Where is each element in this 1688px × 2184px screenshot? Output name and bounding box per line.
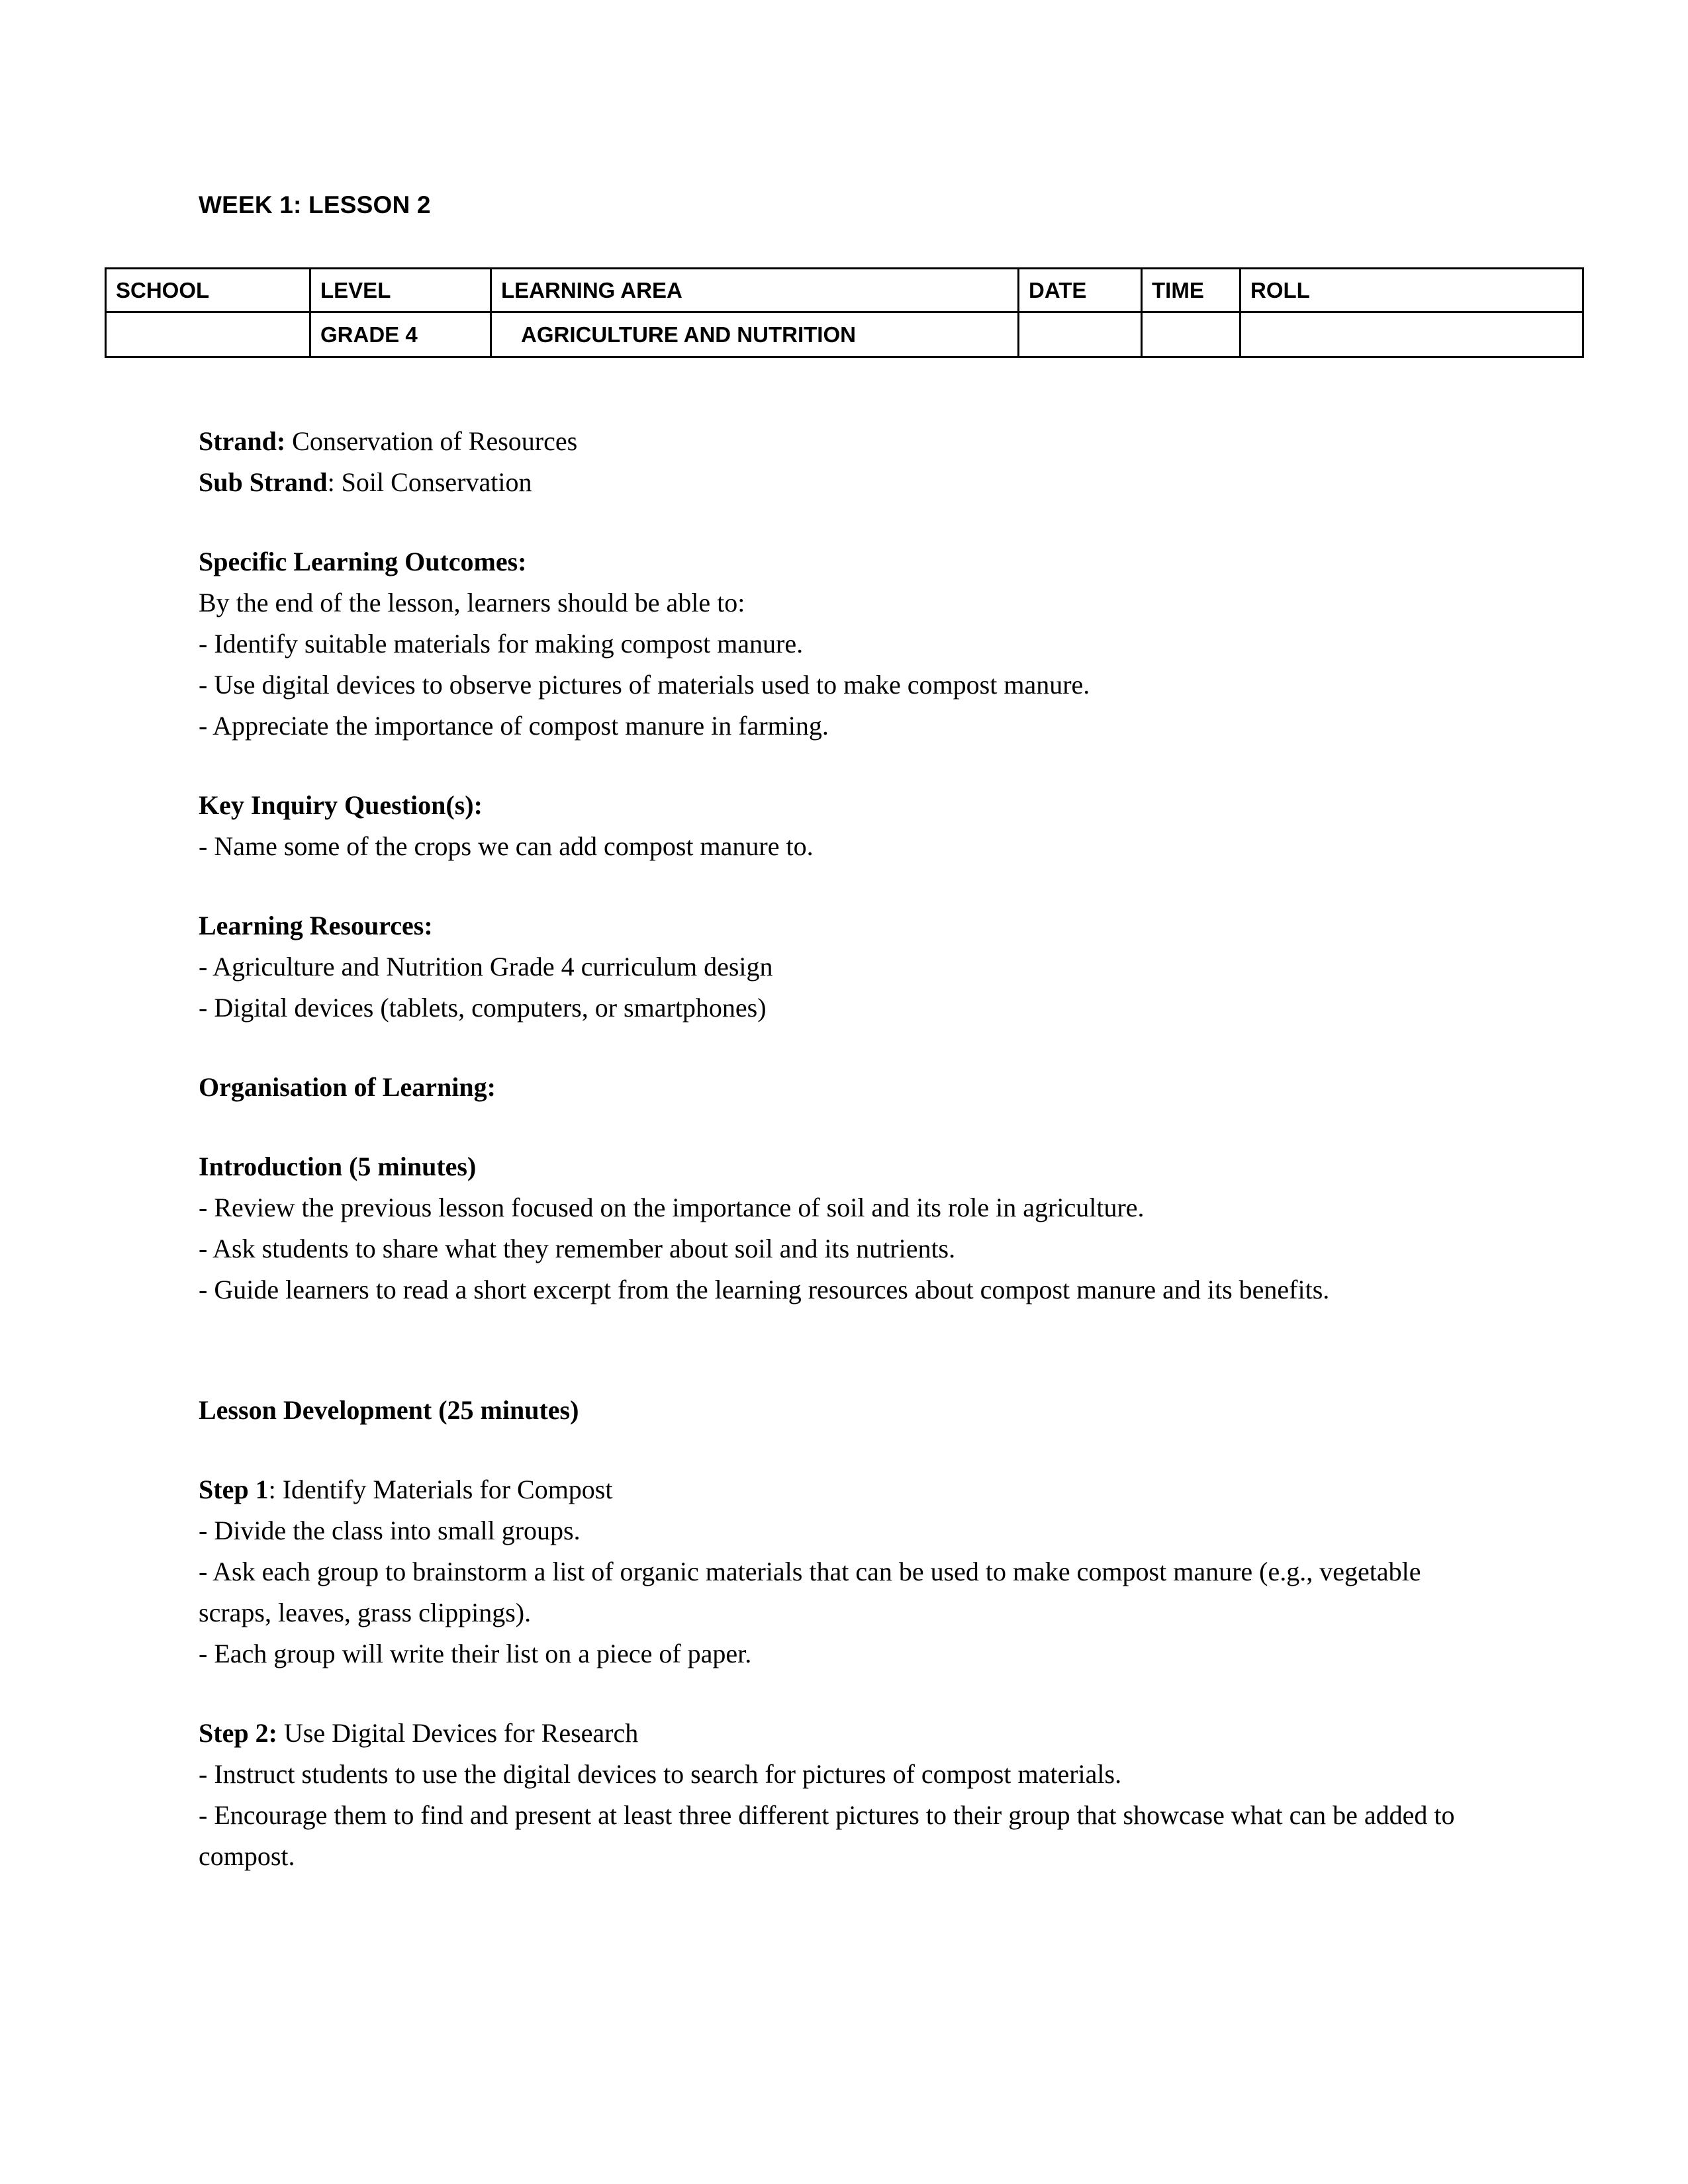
spacer: [199, 503, 1476, 541]
column-header-learning-area: LEARNING AREA: [491, 269, 1019, 312]
list-item: - Review the previous lesson focused on the importance of soil and its role in agriculture.: [199, 1193, 1145, 1222]
specific-learning-outcomes-intro: By the end of the lesson, learners should be able to:: [199, 588, 745, 617]
list-item: - Instruct students to use the digital devices to search for pictures of compost materials.: [199, 1759, 1122, 1789]
step-title: Use Digital Devices for Research: [277, 1718, 639, 1748]
introduction-heading: [199, 1146, 1476, 1187]
cell-learning-area[interactable]: AGRICULTURE AND NUTRITION: [491, 312, 1019, 357]
sub-strand-value: : Soil Conservation: [327, 467, 532, 497]
list-item: - Agriculture and Nutrition Grade 4 curriculum design: [199, 952, 773, 981]
heading-text: Lesson Development (25 minutes): [199, 1395, 579, 1425]
list-item: - Each group will write their list on a piece of paper.: [199, 1639, 752, 1668]
spacer: [199, 1674, 1476, 1713]
column-header-date: DATE: [1019, 269, 1142, 312]
lesson-development-heading: [199, 1390, 1476, 1431]
step-2-heading: [199, 1713, 1476, 1754]
key-inquiry-questions-heading: [199, 785, 1476, 826]
step-1-heading: [199, 1469, 1476, 1510]
strand-value: Conservation of Resources: [285, 426, 578, 456]
heading-text: Key Inquiry Question(s):: [199, 790, 483, 820]
organisation-of-learning-heading: [199, 1067, 1476, 1108]
spacer: [199, 867, 1476, 905]
lesson-header-table: [105, 267, 1584, 358]
column-header-level: LEVEL: [310, 269, 491, 312]
cell-level[interactable]: GRADE 4: [310, 312, 491, 357]
list-item: - Guide learners to read a short excerpt from the learning resources about compost manure and its benefits.: [199, 1275, 1330, 1304]
page-title: WEEK 1: LESSON 2: [199, 191, 431, 218]
heading-text: Learning Resources:: [199, 911, 433, 940]
strand-label: Strand:: [199, 426, 286, 456]
table-row: [106, 312, 1583, 357]
cell-roll[interactable]: [1241, 312, 1583, 357]
column-header-roll: ROLL: [1241, 269, 1583, 312]
sub-strand-line: [199, 462, 1476, 503]
lesson-body: [199, 421, 1476, 1877]
list-item: - Divide the class into small groups.: [199, 1516, 581, 1545]
step-title: : Identify Materials for Compost: [268, 1475, 613, 1504]
cell-time[interactable]: [1142, 312, 1241, 357]
list-item: - Digital devices (tablets, computers, or smartphones): [199, 993, 767, 1023]
sub-strand-label: Sub Strand: [199, 467, 328, 497]
cell-school[interactable]: [106, 312, 310, 357]
column-header-school: SCHOOL: [106, 269, 310, 312]
strand-line: [199, 421, 1476, 462]
list-item: - Use digital devices to observe pictures of materials used to make compost manure.: [199, 670, 1090, 700]
list-item: - Ask students to share what they remember about soil and its nutrients.: [199, 1234, 956, 1263]
list-item: - Encourage them to find and present at least three different pictures to their group that showcase what can be added to compost.: [199, 1800, 1455, 1871]
specific-learning-outcomes-heading: [199, 541, 1476, 582]
list-item: - Ask each group to brainstorm a list of organic materials that can be used to make compost manure (e.g., vegetable scraps, leaves, grass clippings).: [199, 1557, 1421, 1627]
learning-resources-heading: [199, 905, 1476, 946]
step-label: Step 2:: [199, 1718, 277, 1748]
spacer: [199, 747, 1476, 785]
table-header-row: [106, 269, 1583, 312]
spacer: [199, 1108, 1476, 1146]
list-item: - Name some of the crops we can add compost manure to.: [199, 831, 814, 861]
spacer: [199, 1431, 1476, 1469]
cell-date[interactable]: [1019, 312, 1142, 357]
heading-text: Introduction (5 minutes): [199, 1152, 477, 1181]
step-label: Step 1: [199, 1475, 269, 1504]
spacer: [199, 1310, 1476, 1390]
heading-text: Specific Learning Outcomes:: [199, 547, 527, 576]
spacer: [199, 1028, 1476, 1067]
column-header-time: TIME: [1142, 269, 1241, 312]
list-item: - Appreciate the importance of compost manure in farming.: [199, 711, 829, 741]
list-item: - Identify suitable materials for making compost manure.: [199, 629, 804, 659]
heading-text: Organisation of Learning:: [199, 1072, 496, 1102]
